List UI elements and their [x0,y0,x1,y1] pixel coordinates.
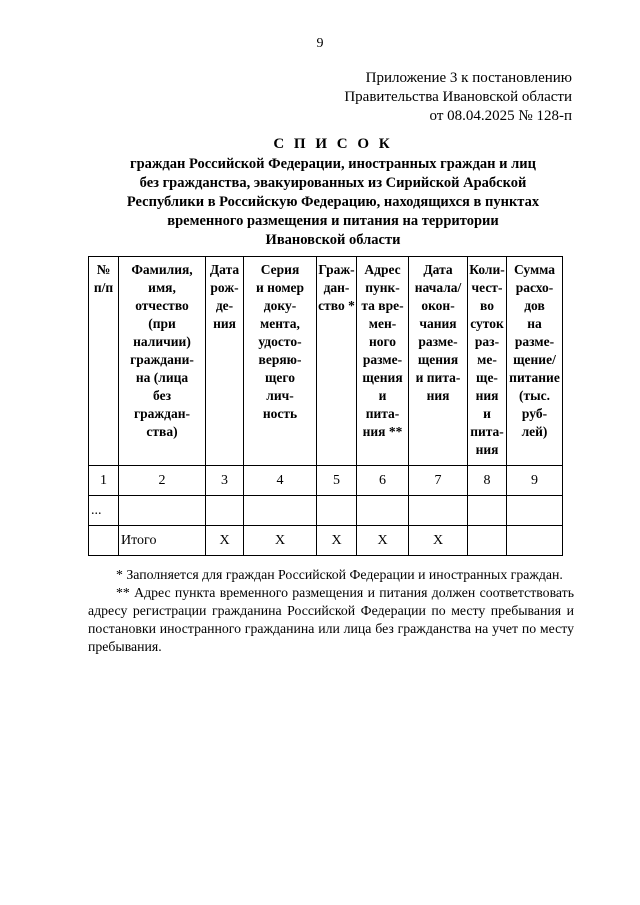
column-header [206,257,244,466]
table-cell [468,526,507,556]
column-header-line: пита- [470,424,504,439]
column-header-line: Фамилия, [131,262,193,277]
column-header-line: № [96,262,111,277]
column-header-line: мента, [260,316,300,331]
column-header [119,257,206,466]
total-row [89,526,563,556]
column-number-cell: 1 [89,466,119,496]
column-header-line: и [378,388,387,403]
footnotes [88,566,574,656]
column-header-line: без [153,388,171,403]
table-cell [507,526,563,556]
column-header-line: разме- [418,334,458,349]
column-header-line: и пита- [415,370,461,385]
column-header-line: ного [368,334,397,349]
column-header-line: Дата [423,262,453,277]
table-cell [317,496,357,526]
column-header-line: имя, [148,280,176,295]
column-header-line: на [527,316,542,331]
column-header-line: разме- [362,352,403,367]
column-header-line: ния [426,388,450,403]
table-cell: Х [357,526,409,556]
column-header-line: веряю- [258,352,302,367]
ellipsis-row [89,496,563,526]
column-header-line: чания [419,316,457,331]
column-header-line: чест- [471,280,503,295]
appendix-line: Правительства Ивановской области [344,89,572,105]
column-number-row [89,466,563,496]
document-title: С П И С О К [273,136,393,152]
column-header-line: ния [213,316,236,331]
subtitle-line: Республики в Российскую Федерацию, находящихся в пунктах [126,194,540,210]
column-header [409,257,468,466]
table-cell: Х [206,526,244,556]
appendix-line: от 08.04.2025 № 128-п [429,108,572,124]
column-header-line: удосто- [258,334,302,349]
column-header-line: (тыс. [518,388,551,403]
footnote: * Заполняется для граждан Российской Федерации и иностранных граждан. [116,567,563,582]
column-header-line: Серия [260,262,300,277]
column-header-line: де- [215,298,234,313]
column-header-line: и [483,406,491,421]
header-row [89,257,563,466]
column-header-line: лич- [266,388,294,403]
column-header-line: граждан- [133,406,191,421]
footnote: ** Адрес пункта временного размещения и питания должен соответствовать адресу регистрации гражданина Российской Федерации по месту пребывания и постановки иностранного гражданина или лица без гражданства на учет по месту пребывания. [88,585,574,654]
table-cell: Х [317,526,357,556]
column-header-line: рож- [210,280,239,295]
column-header-line: щего [265,370,295,385]
table-cell: Х [409,526,468,556]
column-header-line: щения [362,370,403,385]
table-cell: Х [244,526,317,556]
column-header-line: суток [470,316,504,331]
column-header-line: ность [262,406,298,421]
column-header-line: ще- [476,370,498,385]
column-header-line: раз- [474,334,500,349]
column-header-line: пита- [365,406,400,421]
appendix-line: Приложение 3 к постановлению [365,70,572,86]
column-header-line: щение/ [513,352,556,367]
subtitle-line: Ивановской области [265,232,401,248]
column-header-line: п/п [93,280,114,295]
column-header-line: Адрес [364,262,401,277]
table-cell [244,496,317,526]
table-cell [409,496,468,526]
column-number-cell: 7 [409,466,468,496]
column-header-line: лей) [521,424,548,439]
column-header-line: ства) [146,424,178,439]
column-header-line: та вре- [361,298,404,313]
table-cell: Итого [119,526,206,556]
table-cell [468,496,507,526]
column-header-line: наличии) [133,334,191,349]
column-header-line: дан- [323,280,350,295]
table-cell [89,526,119,556]
column-number-cell: 2 [119,466,206,496]
column-header-line: отчество [135,298,189,313]
column-header [468,257,507,466]
column-header-line: ния [475,442,499,457]
subtitle-line: без гражданства, эвакуированных из Сирийской Арабской [139,175,527,191]
column-header [317,257,357,466]
column-number-cell: 4 [244,466,317,496]
column-number-cell: 8 [468,466,507,496]
subtitle-line: граждан Российской Федерации, иностранных граждан и лиц [130,156,536,172]
column-header-line: ме- [477,352,497,367]
column-header [89,257,119,466]
column-header-line: щения [417,352,459,367]
column-header-line: пунк- [365,280,400,295]
column-header-line: питание [509,370,560,385]
column-header-line: расхо- [515,280,554,295]
subtitle-line: временного размещения и питания на территории [167,213,499,229]
column-header-line: доку- [263,298,297,313]
column-header-line: начала/ [414,280,462,295]
table-cell [119,496,206,526]
column-header-line: окон- [421,298,455,313]
table-cell [507,496,563,526]
table-cell [206,496,244,526]
document-subtitle [100,155,566,250]
evacuees-table [88,256,563,556]
column-header-line: разме- [514,334,555,349]
column-header-line: ния [475,388,499,403]
column-header-line: ство * [318,298,355,313]
column-header-line: на (лица [135,370,189,385]
column-number-cell: 9 [507,466,563,496]
column-header-line: дов [524,298,545,313]
appendix-reference [344,69,572,126]
column-header-line: (при [148,316,176,331]
column-header-line: руб- [521,406,548,421]
column-header-line: во [480,298,494,313]
table-cell: ... [89,496,119,526]
column-header-line: Дата [209,262,240,277]
column-header-line: Сумма [513,262,556,277]
column-header-line: и номер [255,280,305,295]
column-header [357,257,409,466]
column-header-line: Граж- [318,262,355,277]
column-number-cell: 3 [206,466,244,496]
column-header-line: мен- [368,316,397,331]
column-number-cell: 5 [317,466,357,496]
page-number: 9 [316,36,324,51]
column-header [244,257,317,466]
column-number-cell: 6 [357,466,409,496]
column-header [507,257,563,466]
column-header-line: Коли- [469,262,505,277]
table-cell [357,496,409,526]
column-header-line: ния ** [362,424,403,439]
column-header-line: граждани- [130,352,194,367]
